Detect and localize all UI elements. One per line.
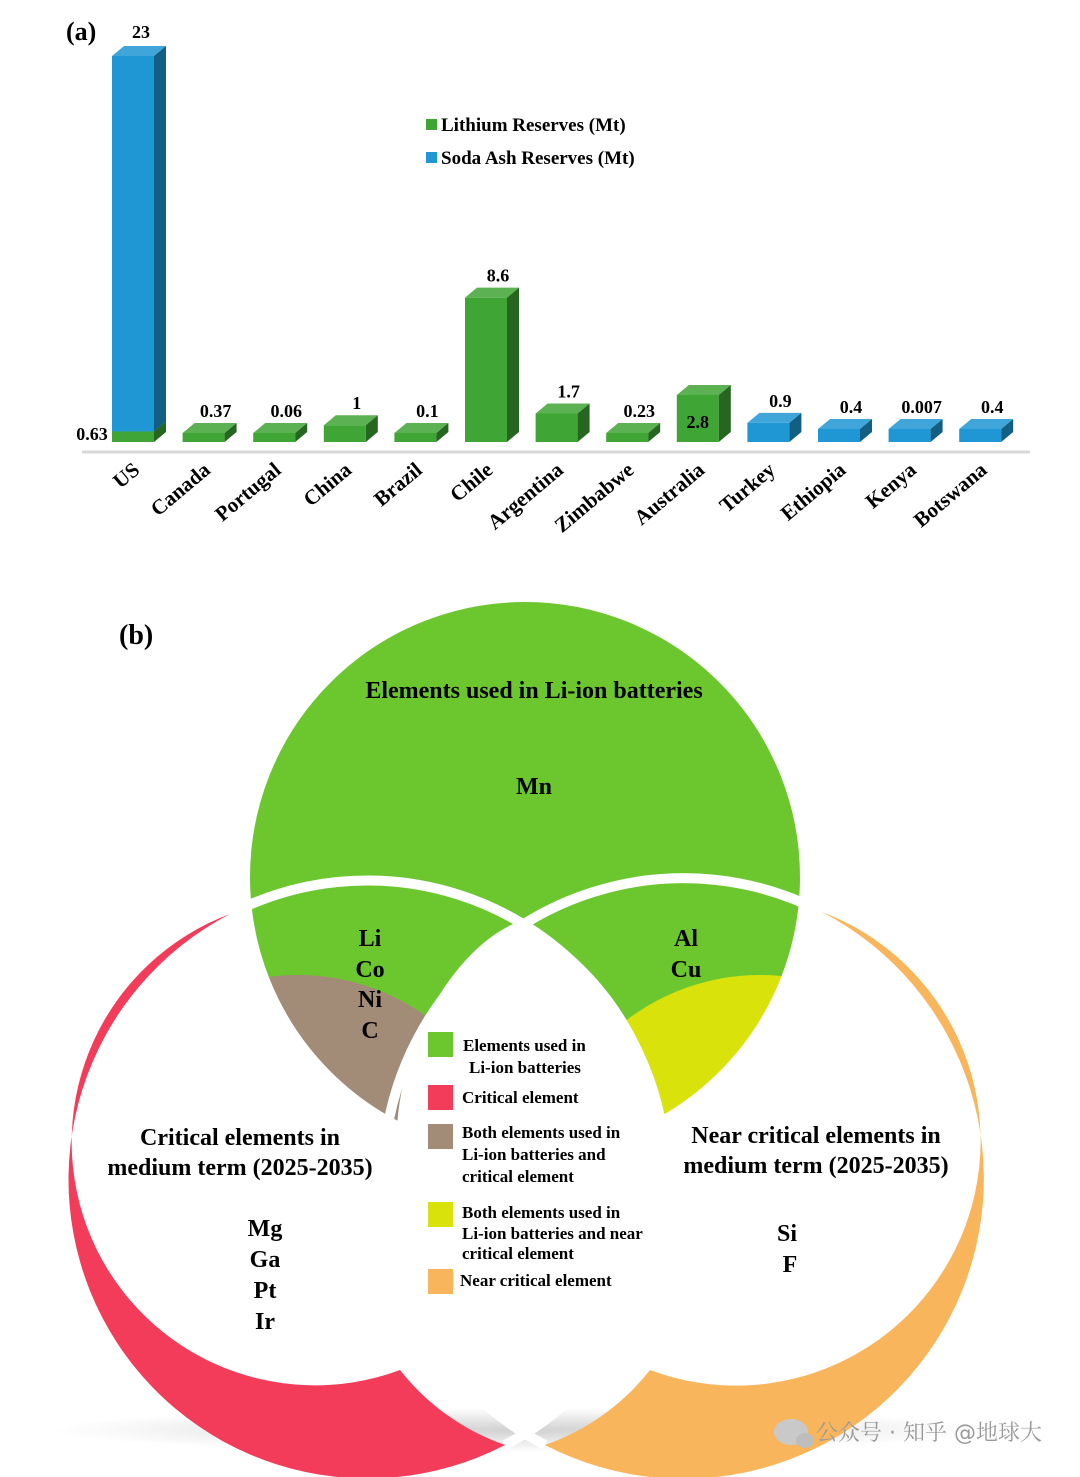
data-label-soda-ash-turkey: 0.9	[769, 390, 792, 411]
bar-lithium-chile-front	[465, 298, 507, 442]
tick-label-botswana: Botswana	[908, 457, 992, 533]
set-title-critical-line2: medium term (2025-2035)	[107, 1155, 373, 1181]
tick-label-china: China	[298, 457, 357, 512]
bar-lithium-argentina	[536, 403, 590, 442]
set-element-si: Si	[776, 1221, 798, 1247]
tick-label-brazil: Brazil	[369, 457, 427, 512]
data-labels-layer	[76, 22, 1003, 444]
bar-chart	[0, 0, 1080, 580]
bar-lithium-chile	[465, 288, 519, 442]
legend-critical-line1: Critical element	[462, 1088, 579, 1107]
set-title-li-ion: Elements used in Li-ion batteries	[365, 678, 703, 704]
tick-label-turkey: Turkey	[714, 457, 780, 518]
tick-label-chile: Chile	[445, 457, 498, 507]
bar-soda-ash-botswana-front	[959, 429, 1001, 442]
bar-lithium-brazil-front	[394, 433, 436, 442]
tick-label-ethiopia: Ethiopia	[775, 457, 851, 526]
bar-lithium-portugal	[253, 423, 307, 442]
overlap-element-co: Co	[355, 957, 385, 983]
data-label-lithium-argentina: 1.7	[557, 381, 580, 402]
legend-li-near-line1: Both elements used in	[462, 1203, 621, 1222]
legend-swatch-lithium	[426, 119, 437, 130]
bar-lithium-china-front	[324, 425, 366, 442]
bar-soda-ash-turkey	[747, 413, 801, 442]
tick-label-kenya: Kenya	[860, 457, 921, 514]
legend	[426, 115, 635, 169]
bar-lithium-zimbabwe	[606, 423, 660, 442]
set-element-ga: Ga	[249, 1247, 281, 1273]
venn-diagram	[0, 590, 1080, 1477]
legend-li-near-line3: critical element	[462, 1244, 574, 1263]
overlap-element-al: Al	[674, 926, 698, 952]
legend-near-line1: Near critical element	[460, 1271, 612, 1290]
bar-soda-ash-kenya-front	[889, 429, 931, 442]
data-label-soda-ash-ethiopia: 0.4	[839, 397, 863, 417]
bar-soda-ash-kenya	[889, 419, 943, 442]
data-label-lithium-australia: 2.8	[686, 412, 710, 432]
bar-soda-ash-turkey-front	[747, 423, 789, 442]
bar-soda-ash-us-front	[112, 56, 154, 431]
tick-label-argentina: Argentina	[482, 457, 568, 535]
watermark-text: 公众号 · 知乎 @地球大	[816, 1421, 1042, 1446]
bar-lithium-canada-front	[183, 433, 225, 442]
wechat-icon	[774, 1419, 808, 1445]
tick-label-portugal: Portugal	[210, 457, 286, 527]
legend-swatch-critical	[428, 1085, 453, 1110]
legend-li-critical-line2: Li-ion batteries and	[462, 1145, 606, 1164]
bar-soda-ash-ethiopia-front	[818, 429, 860, 442]
bar-lithium-zimbabwe-front	[606, 433, 648, 442]
set-element-ir: Ir	[255, 1309, 275, 1335]
legend-label-lithium: Lithium Reserves (Mt)	[441, 115, 626, 136]
bar-lithium-portugal-front	[253, 433, 295, 442]
panel-label-a: (a)	[66, 17, 97, 46]
bar-lithium-argentina-front	[536, 413, 578, 442]
data-label-lithium-us: 0.63	[76, 424, 108, 444]
set-element-f: F	[782, 1252, 798, 1278]
bar-lithium-us-front	[112, 431, 154, 442]
legend-li-critical-line1: Both elements used in	[462, 1123, 621, 1142]
tick-label-us: US	[108, 457, 145, 494]
legend-swatch-near	[428, 1269, 453, 1294]
data-label-lithium-portugal: 0.06	[270, 401, 302, 421]
bar-soda-ash-us	[112, 46, 166, 431]
tick-label-zimbabwe: Zimbabwe	[549, 457, 639, 538]
data-label-lithium-brazil: 0.1	[416, 401, 439, 421]
data-label-lithium-chile: 8.6	[486, 265, 510, 286]
set-element-mn: Mn	[516, 774, 552, 800]
overlap-element-c: C	[361, 1018, 379, 1044]
data-label-soda-ash-kenya: 0.007	[901, 397, 942, 417]
panel-label-b: (b)	[119, 620, 154, 651]
set-element-pt: Pt	[253, 1278, 277, 1304]
tick-label-australia: Australia	[629, 457, 710, 530]
bar-soda-ash-us-side	[154, 46, 166, 431]
legend-li-ion-line1: Elements used in	[463, 1036, 586, 1055]
data-label-soda-ash-botswana: 0.4	[980, 397, 1004, 417]
bar-lithium-brazil	[394, 423, 448, 442]
data-label-lithium-canada: 0.37	[199, 401, 232, 421]
bar-soda-ash-ethiopia	[818, 419, 872, 442]
data-label-soda-ash-us: 23	[132, 22, 150, 42]
set-title-near-line1: Near critical elements in	[691, 1123, 941, 1149]
set-title-near-line2: medium term (2025-2035)	[683, 1153, 949, 1179]
legend-swatch-li-near	[428, 1202, 453, 1227]
tick-labels-layer	[108, 457, 992, 537]
legend-li-critical-line3: critical element	[462, 1167, 574, 1186]
set-title-critical-line1: Critical elements in	[140, 1125, 340, 1151]
legend-li-ion-line2: Li-ion batteries	[469, 1058, 581, 1077]
tick-label-canada: Canada	[145, 457, 215, 521]
legend-swatch-li-critical	[428, 1124, 453, 1149]
set-element-mg: Mg	[247, 1216, 283, 1242]
watermark	[774, 1416, 1042, 1447]
overlap-element-cu: Cu	[670, 957, 702, 983]
legend-swatch-li-ion	[428, 1032, 453, 1057]
bar-lithium-canada	[183, 423, 237, 442]
data-label-lithium-zimbabwe: 0.23	[623, 401, 655, 421]
legend-label-soda-ash: Soda Ash Reserves (Mt)	[441, 148, 635, 169]
legend-li-near-line2: Li-ion batteries and near	[462, 1224, 643, 1243]
bar-lithium-australia-side	[719, 385, 731, 442]
legend-swatch-soda-ash	[426, 152, 437, 163]
bar-soda-ash-botswana	[959, 419, 1013, 442]
overlap-element-li: Li	[358, 926, 382, 952]
bar-lithium-china	[324, 415, 378, 442]
bar-lithium-chile-side	[507, 288, 519, 442]
overlap-element-ni: Ni	[358, 987, 382, 1013]
data-label-lithium-china: 1	[352, 393, 362, 414]
